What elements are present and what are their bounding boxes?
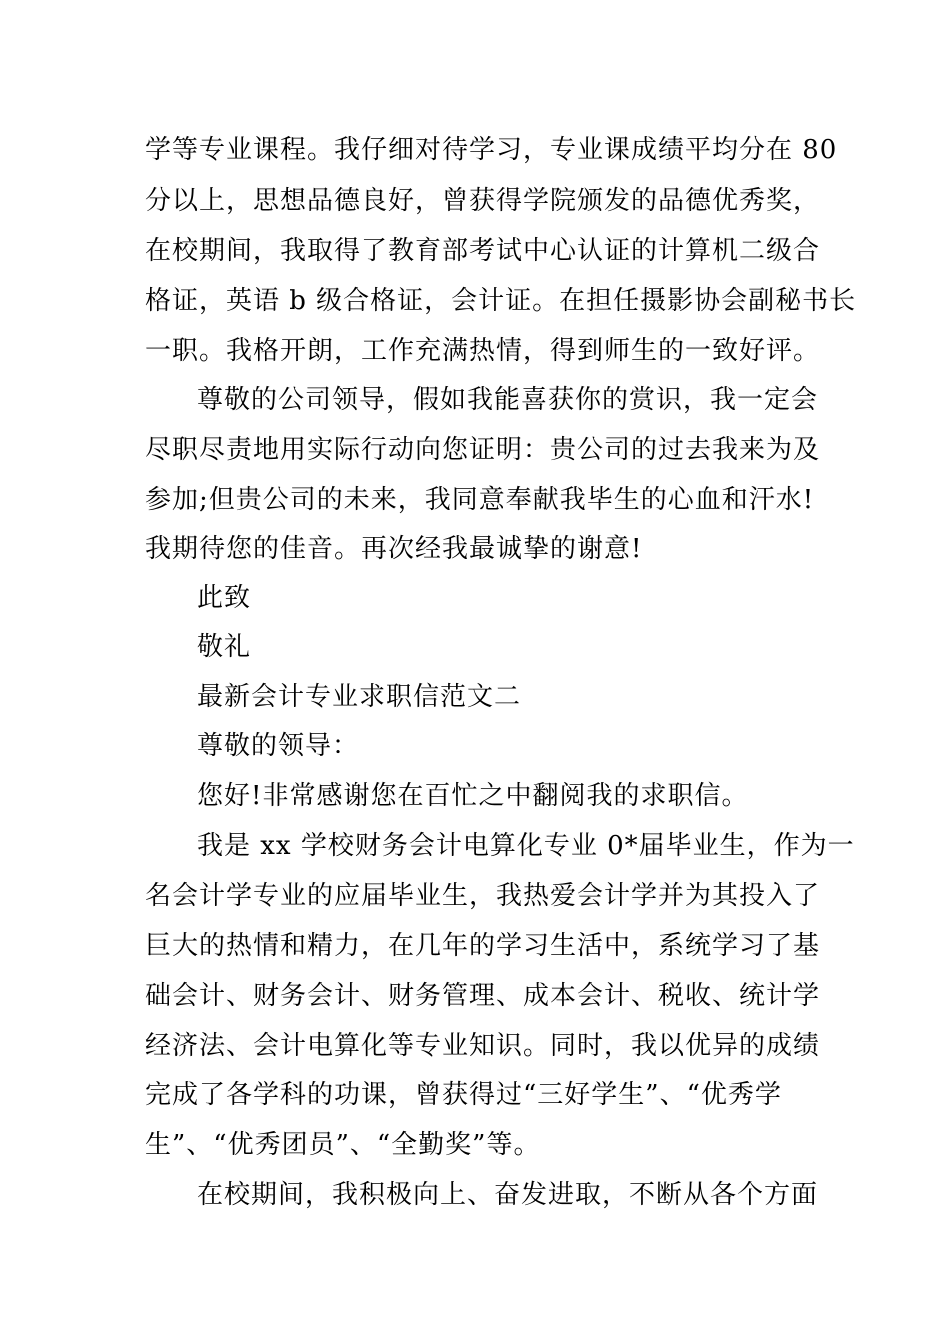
text-line: 我是 xx 学校财务会计电算化专业 0*届毕业生，作为一 xyxy=(197,831,855,861)
text-line: 经济法、会计电算化等专业知识。同时，我以优异的成绩 xyxy=(145,1031,821,1061)
text-line: 础会计、财务会计、财务管理、成本会计、税收、统计学 xyxy=(145,981,821,1011)
text-line: 生”、“优秀团员”、“全勤奖”等。 xyxy=(145,1130,541,1160)
text-line: 一职。我格开朗，工作充满热情，得到师生的一致好评。 xyxy=(145,336,821,366)
section-title: 最新会计专业求职信范文二 xyxy=(197,682,522,712)
greeting: 尊敬的领导： xyxy=(197,731,360,761)
closing-regards: 敬礼 xyxy=(197,632,252,662)
text-line: 尊敬的公司领导，假如我能喜获你的赏识，我一定会 xyxy=(197,385,819,415)
closing-salutation: 此致 xyxy=(197,583,252,613)
text-line: 在校期间，我积极向上、奋发进取，不断从各个方面 xyxy=(197,1180,819,1210)
text-line: 尽职尽责地用实际行动向您证明：贵公司的过去我来为及 xyxy=(145,435,821,465)
text-line: 在校期间，我取得了教育部考试中心认证的计算机二级合 xyxy=(145,236,821,266)
text-line: 我期待您的佳音。再次经我最诚挚的谢意! xyxy=(145,534,643,564)
text-line: 巨大的热情和精力，在几年的学习生活中，系统学习了基 xyxy=(145,931,821,961)
text-line: 名会计学专业的应届毕业生，我热爱会计学并为其投入了 xyxy=(145,881,821,911)
text-line: 参加;但贵公司的未来，我同意奉献我毕生的心血和汗水! xyxy=(145,485,815,515)
text-line: 格证，英语 b 级合格证，会计证。在担任摄影协会副秘书长 xyxy=(145,286,857,316)
text-line: 您好!非常感谢您在百忙之中翻阅我的求职信。 xyxy=(197,781,749,811)
text-line: 分以上，思想品德良好，曾获得学院颁发的品德优秀奖， xyxy=(145,186,821,216)
text-line: 完成了各学科的功课，曾获得过“三好学生”、“优秀学 xyxy=(145,1080,782,1110)
text-line: 学等专业课程。我仔细对待学习，专业课成绩平均分在 80 xyxy=(145,135,838,165)
